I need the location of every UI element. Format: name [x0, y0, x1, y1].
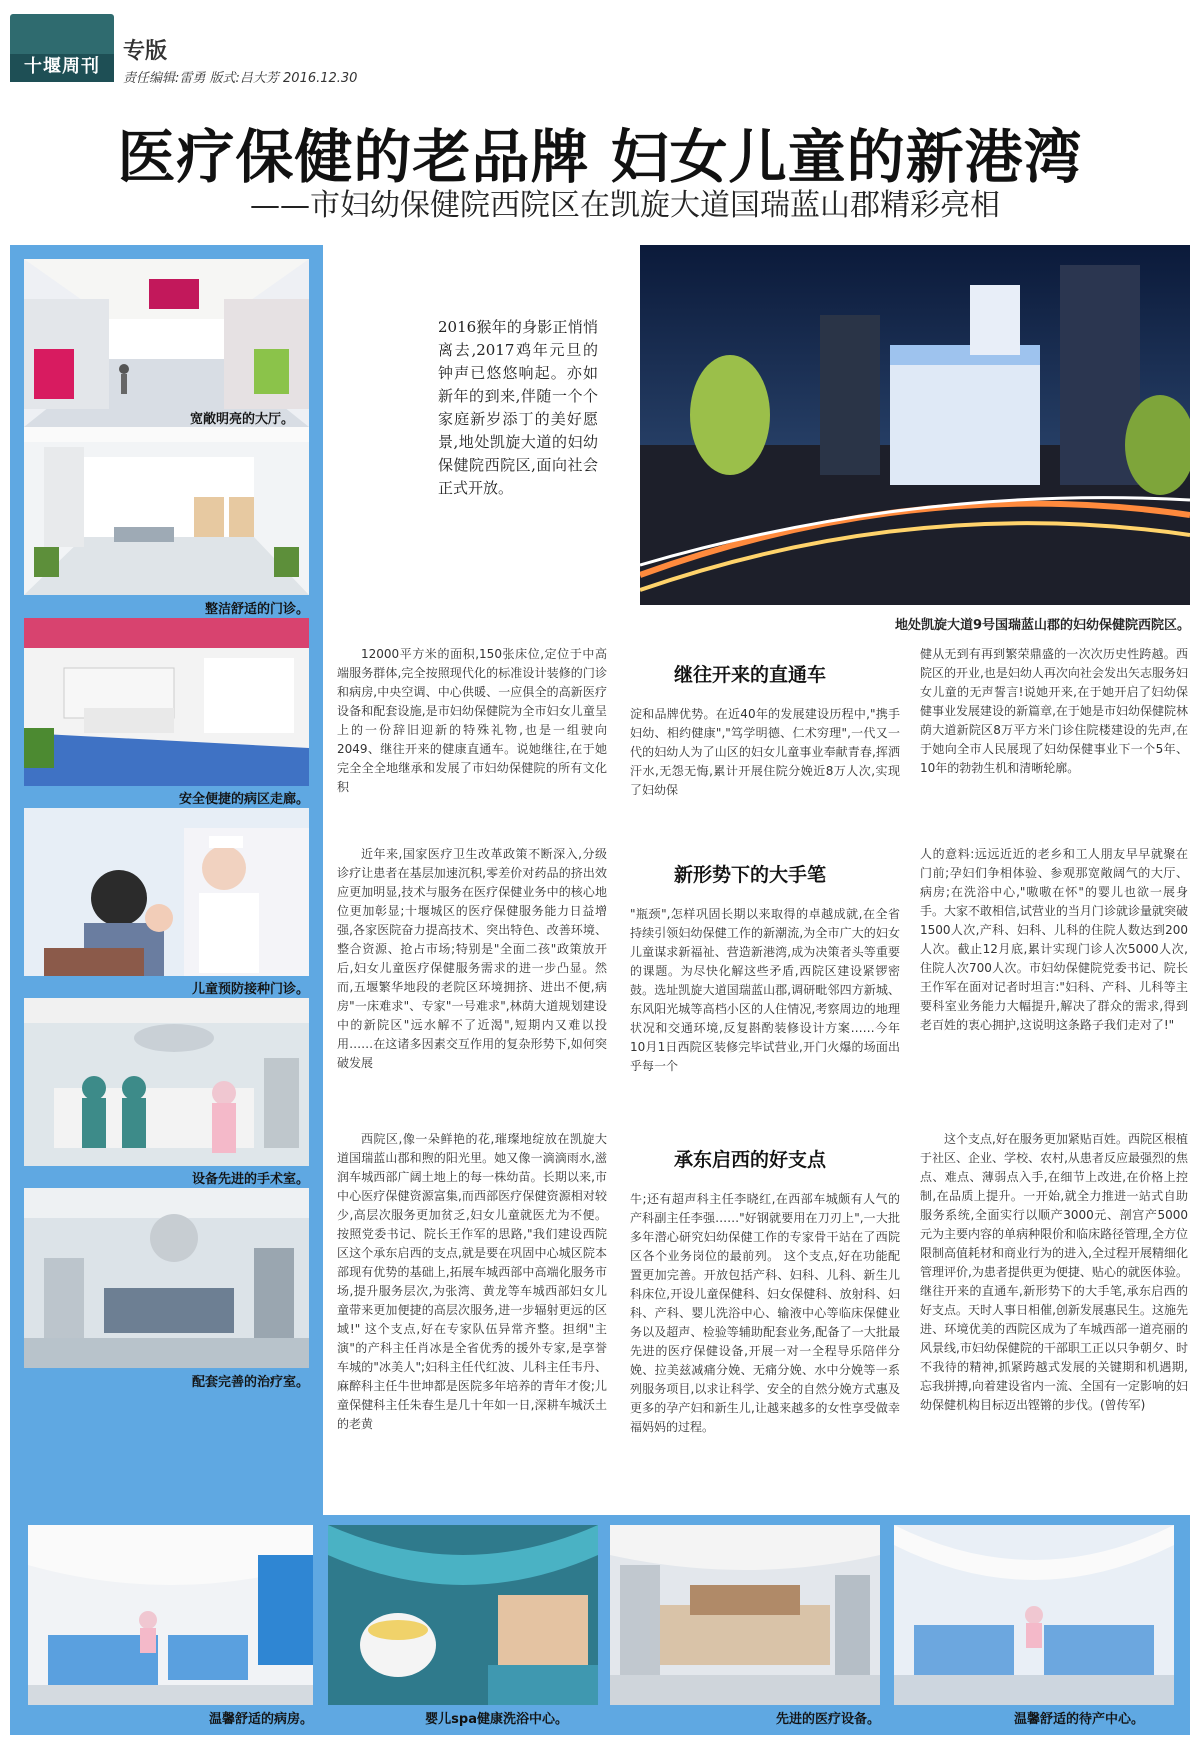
section-2-right-text [920, 845, 1188, 1035]
intro-paragraph: 2016猴年的身影正悄悄离去,2017鸡年元旦的钟声已悠悠响起。亦如新年的到来,伴随一个个家庭新岁添丁的美好愿景,地处凯旋大道的妇幼保健院西院区,面向社会正式开放。 [438, 318, 598, 497]
caption-vaccination: 儿童预防接种门诊。 [191, 982, 309, 997]
section-1-left-text [337, 645, 607, 797]
caption-medical-equipment: 先进的医疗设备。 [775, 1712, 880, 1727]
photo-medical-equipment [610, 1525, 880, 1705]
editor-credits: 责任编辑:雷勇 版式:吕大芳 2016.12.30 [123, 71, 358, 86]
bottom-photo-strip [10, 1515, 1190, 1735]
section-3-middle-text [630, 1190, 900, 1437]
section-1-middle-para: 淀和品牌优势。在近40年的发展建设历程中,"携手妇幼、相约健康","笃学明德、仁术穷理",一代又一代的妇幼人为了山区的妇女儿童事业奉献青春,挥洒汗水,无怨无悔,累计开展住院分娩近8万人次,实现了妇幼保 [630, 707, 900, 797]
headline: 医疗保健的老品牌 妇女儿童的新港湾 [117, 123, 1083, 191]
section-3-left-para: 西院区,像一朵鲜艳的花,璀璨地绽放在凯旋大道国瑞蓝山郡和煦的阳光里。她又像一滴滴雨水,滋润车城西部广阔土地上的每一株幼苗。长期以来,市中心医疗保健资源富集,而西部医疗保健资源相对较少,高层次服务更加贫乏,妇女儿童就医尤为不便。按照党委书记、院长王作军的思路,"我们建设西院区这个承东启西的支点,就是要在巩固中心城区院本部现有优势的基础上,拓展车城西部中高端化服务市场,提升服务层次,为张湾、黄龙等车城西部妇女儿童带来更加便捷的高层次服务,进一步辐射更远的区域!" 这个支点,好在专家队伍异常齐整。担纲"主演"的产科主任肖冰是全省优秀的援外专家,是享誉车城的"冰美人";妇科主任代红波、儿科主任韦丹、麻醉科主任牛世坤都是医院多年培养的青年才俊;儿童保健科主任朱春生是几十年如一日,深耕车城沃土的老黄 [337, 1132, 607, 1431]
logo-text: 十堰周刊 [24, 56, 100, 77]
photo-ward [28, 1525, 313, 1705]
photo-baby-spa [328, 1525, 598, 1705]
photo-vaccination [24, 808, 309, 976]
caption-corridor: 安全便捷的病区走廊。 [178, 792, 309, 807]
caption-ward: 温馨舒适的病房。 [208, 1712, 313, 1727]
section-1-right-para: 健从无到有再到繁荣鼎盛的一次次历史性跨越。西院区的开业,也是妇幼人再次向社会发出矢志服务妇女儿童的无声誓言!说她开来,在于她开启了妇幼保健事业发展建设的新篇章,在于她是市妇幼保健院林荫大道新院区8万平方米门诊住院楼建设的先声,在于她向全市人民展现了妇幼保健事业下一个5年、10年的勃勃生机和清晰轮廓。 [920, 647, 1188, 775]
section-2-right-para: 人的意料:远远近近的老乡和工人朋友早早就聚在门前;孕妇们争相体验、参观那宽敞阔气的大厅、病房;在洗浴中心,"嗷嗷在怀"的婴儿也欲一展身手。大家不敢相信,试营业的当月门诊就诊量就突破1500人次,产科、妇科、儿科的住院人数达到200人次。截止12月底,累计实现门诊人次5000人次,住院人次700人次。市妇幼保健院党委书记、院长王作军在面对记者时坦言:"妇科、产科、儿科等主要科室业务能力大幅提升,解决了群众的需求,得到老百姓的衷心拥护,这说明这条路子我们走对了!" [920, 847, 1188, 1032]
caption-operating-room: 设备先进的手术室。 [191, 1172, 309, 1187]
section-1-right-text [920, 645, 1188, 778]
caption-baby-spa: 婴儿spa健康洗浴中心。 [425, 1712, 568, 1727]
photo-delivery-center [894, 1525, 1174, 1705]
section-2-middle-text [630, 905, 900, 1076]
subheadline: ——市妇幼保健院西院区在凯旋大道国瑞蓝山郡精彩亮相 [250, 188, 1000, 223]
section-3-middle-para: 牛;还有超声科主任李晓红,在西部车城颇有人气的产科副主任李强……"好钢就要用在刀刃上",一大批多年潜心研究妇幼保健工作的专家骨干站在了西院区各个业务岗位的最前列。 这个支点,好在功能配置更加完善。开放包括产科、妇科、儿科、新生儿科床位,开设儿童保健科、妇女保健科、放射科、妇科、产科、婴儿洗浴中心、输液中心等临床保健业务以及超声、检验等辅助配套业务,配备了一大批最先进的医疗保健设备,开展一对一全程导乐陪伴分娩、拉美兹减痛分娩、无痛分娩、水中分娩等一系列服务项目,以求让科学、安全的自然分娩方式惠及更多的孕产妇和新生儿,让越来越多的女性享受做幸福妈妈的过程。 [630, 1192, 900, 1434]
caption-treatment-room: 配套完善的治疗室。 [191, 1375, 309, 1390]
photo-lobby [24, 259, 309, 427]
section-3-left-text [337, 1130, 607, 1434]
caption-clinic: 整洁舒适的门诊。 [204, 602, 309, 617]
caption-delivery-center: 温馨舒适的待产中心。 [1013, 1712, 1144, 1727]
section-title-3: 承东启西的好支点 [673, 1149, 826, 1171]
photo-operating-room [24, 998, 309, 1166]
left-photo-column [10, 245, 323, 1515]
photo-corridor [24, 618, 309, 786]
newspaper-logo [10, 14, 114, 82]
section-2-middle-para: "瓶颈",怎样巩固长期以来取得的卓越成就,在全省持续引领妇幼保健工作的新潮流,为全市广大的妇女儿童谋求新福祉、营造新港湾,成为决策者头等重要的课题。为尽快化解这些矛盾,西院区建设紧锣密鼓。选址凯旋大道国瑞蓝山郡,调研毗邻四方新城、东风阳光城等高档小区的人住情况,考察周边的地理状况和交通环境,反复斟酌装修设计方案……今年10月1日西院区装修完毕试营业,开门火爆的场面出乎每一个 [630, 907, 900, 1073]
section-2-left-text [337, 845, 607, 1073]
photo-hospital-night [640, 245, 1190, 605]
caption-lobby: 宽敞明亮的大厅。 [189, 412, 294, 427]
section-title-2: 新形势下的大手笔 [673, 864, 826, 886]
section-3-right-text [920, 1130, 1188, 1415]
section-2-left-para: 近年来,国家医疗卫生改革政策不断深入,分级诊疗让患者在基层加速沉积,零差价对药品的挤出效应更加明显,技术与服务在医疗保健业务中的核心地位更加彰显;十堰城区的医疗保健服务能力日益增强,各家医院奋力提高技术、突出特色、改善环境、整合资源、抢占市场;特别是"全面二孩"政策放开后,妇女儿童医疗保健服务需求的进一步凸显。然而,五堰繁华地段的老院区环境拥挤、进出不便,病房"一床难求"、专家"一号难求",林荫大道规划建设中的新院区"远水解不了近渴",短期内又难以投用……在这诸多因素交互作用的复杂形势下,如何突破发展 [337, 847, 607, 1070]
photo-treatment-room [24, 1188, 309, 1368]
photo-clinic [24, 427, 309, 595]
section-3-right-para: 这个支点,好在服务更加紧贴百姓。西院区根植于社区、企业、学校、农村,从患者反应最强烈的焦点、难点、薄弱点入手,在细节上改进,在价格上控制,在品质上提升。一开始,就全力推进一站式自助服务系统,全面实行以顺产3000元、剖宫产5000元为主要内容的单病种限价和临床路径管理,全方位限制高值耗材和商业行为的进入,全过程开展精细化管理评价,为患者提供更为便捷、贴心的就医体验。 继往开来的直通车,新形势下的大手笔,承东启西的好支点。天时人事日相催,创新发展惠民生。这施先进、环境优美的西院区成为了车城西部一道亮丽的风景线,市妇幼保健院的干部职工正以只争朝夕、时不我待的精神,抓紧跨越式发展的关键期和机遇期,忘我拼搏,向着建设省内一流、全国有一定影响的妇幼保健机构目标迈出铿锵的步伐。(曾传军) [920, 1132, 1188, 1412]
section-title-1: 继往开来的直通车 [673, 664, 826, 686]
section-1-middle-text [630, 705, 900, 800]
section-label: 专版 [123, 39, 168, 64]
section-1-left-para: 12000平方米的面积,150张床位,定位于中高端服务群体,完全按照现代化的标准设计装修的门诊和病房,中央空调、中心供暖、一应俱全的高新医疗设备和配套设施,是市妇幼保健院为全市妇女儿童呈上的一份辞旧迎新的特殊礼物,也是一组驶向2049、继往开来的健康直通车。说她继往,在于她完全全全地继承和发展了市妇幼保健院的所有文化积 [337, 647, 607, 794]
main-photo-caption: 地处凯旋大道9号国瑞蓝山郡的妇幼保健院西院区。 [894, 618, 1190, 633]
